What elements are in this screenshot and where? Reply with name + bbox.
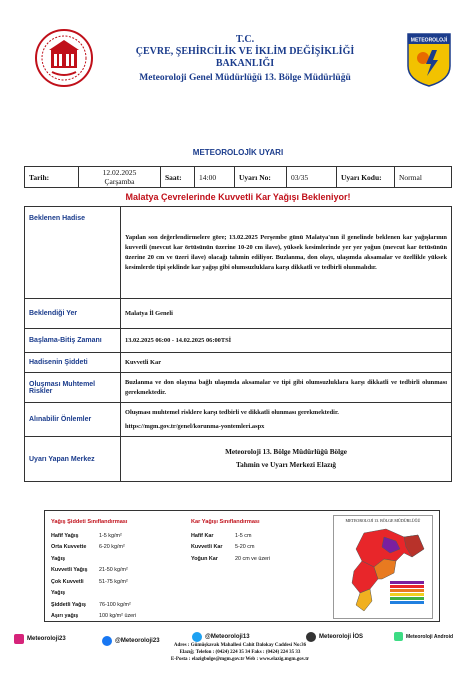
issuer-cell [121,437,451,481]
contact-address [150,642,330,663]
warning-title: METEOROLOJİK UYARI [192,148,284,157]
row-risks [25,373,451,403]
instagram-link[interactable] [14,634,66,644]
measures-label: Alınabilir Önlemler [25,403,121,436]
date-label-cell [25,167,79,187]
expected-event-text: Yapılan son değerlendirmelere göre; 13.02.2025 Perşembe günü Malatya'nın il genelinde beklenen kar yağışlarının kuvvetli (mevcut kar örtüsünün üzerine 10-20 cm ilave), yüksek kesimlerinde yer yer yoğun (mevcut kar örtüsünün üzerine 20 cm ve üzeri ilave) olacağı tahmin ediliyor. Buzlanma, don olayı, ulaşımda aksamalar ve özellikle yüksek kesimlerde tipi şeklinde kar yağışı gibi olumsuzluklara karşı dikkatli ve tedbirli olunmalıdır. [125,233,447,271]
legend-item [191,554,299,566]
header-line-tc: T.C. [235,34,255,45]
legend-key: Çok Kuvvetli Yağış [51,578,84,596]
time-range-text: 13.02.2025 06:00 - 14.02.2025 06:00TSİ [125,336,232,344]
warning-code-value: Normal [399,172,422,182]
legend-item [51,600,179,612]
ministry-emblem-icon [34,28,94,88]
legend-key: Kuvvetli Yağış [51,567,88,573]
svg-text:METEOROLOJİ: METEOROLOJİ [410,37,448,44]
twitter-link[interactable] [192,632,250,642]
email-line[interactable]: E-Posta : elazigbolge@mgm.gov.tr Web : www.elazig.mgm.gov.tr [170,657,310,662]
legend-key: Hafif Kar [191,532,214,539]
legend-item [51,577,179,600]
classification-box [44,510,440,622]
legend-item [191,531,299,543]
row-expected-event [25,207,451,299]
legend-key: Yoğun Kar [191,555,218,562]
row-severity [25,353,451,373]
android-label: Meteoroloji Android [406,633,454,640]
issuer-line-1: Meteoroloji 13. Bölge Müdürlüğü Bölge [225,448,347,456]
legend-key: Hafif Yağış [51,532,79,539]
expected-place-text: Malatya İl Geneli [125,309,173,317]
apple-icon [306,632,316,642]
time-label: Saat: [165,172,182,182]
expected-place-label: Beklendiği Yer [25,299,121,328]
legend-item [51,565,179,577]
measures-link[interactable]: https://mgm.gov.tr/genel/korunma-yontemleri.aspx [125,422,265,430]
facebook-icon [102,636,112,646]
region-map-icon [334,523,432,617]
map-title: METEOROLOJİ 13. BÖLGE MÜDÜRLÜĞÜ [345,518,421,523]
address-line: Adres : Gümüşkavak Mahallesi Cahit Dalokay Caddesi No:36 [173,643,307,648]
warning-detail-table [24,206,452,482]
warning-info-row [24,166,452,188]
warning-no-value: 03/35 [291,172,309,182]
snow-legend-title: Kar Yağışı Sınıflandırması [191,519,260,525]
legend-key: Kuvvetli Kar [191,544,223,550]
time-range-label: Başlama-Bitiş Zamanı [25,329,121,352]
code-label-cell [337,167,395,187]
day-value: Çarşamba [104,177,135,186]
time-value: 14:00 [199,172,217,182]
ios-link[interactable] [306,632,363,642]
header-title-block [100,34,390,85]
android-link[interactable] [394,632,453,641]
time-value-cell [195,167,235,187]
severity-text: Kuvvetli Kar [125,358,162,366]
legend-key: Orta Kuvvette Yağış [51,544,87,562]
twitter-icon [192,632,202,642]
expected-event-label: Beklenen Hadise [25,207,121,298]
footer [0,628,476,680]
row-expected-place [25,299,451,329]
severity-label: Hadisenin Şiddeti [25,353,121,372]
legend-value: 20 cm ve üzeri [235,555,271,562]
issuer-label: Uyarı Yapan Merkez [25,437,121,481]
date-value-cell [79,167,161,187]
legend-item [51,531,179,543]
legend-key: Şiddetli Yağış [51,601,86,608]
facebook-handle: @Meteoroloji23 [115,638,160,644]
legend-value: 76-100 kg/m² [99,601,131,608]
rain-legend [45,511,185,621]
issuer-line-2: Tahmin ve Uyarı Merkezi Elazığ [236,461,336,469]
ios-label: Meteoroloji İOS [319,634,364,640]
warning-headline: Malatya Çevrelerinde Kuvvetli Kar Yağışı Bekleniyor! [125,192,351,202]
legend-key: Aşırı yağış [51,613,79,619]
warning-code-label: Uyarı Kodu: [341,172,382,182]
measures-text: Oluşması muhtemel risklere karşı tedbirli ve dikkatli olunması gerekmektedir. [125,408,339,416]
no-label-cell [235,167,287,187]
legend-value: 6-20 kg/m² [99,544,125,550]
rain-legend-title: Yağış Şiddeti Sınıflandırması [51,519,128,525]
letterhead [0,0,476,128]
measures-cell [121,403,451,436]
twitter-handle: @Meteoroloji13 [205,634,250,640]
region-map [333,515,433,619]
snow-legend [185,511,305,621]
legend-item [51,542,179,565]
row-measures [25,403,451,437]
code-value-cell [395,167,451,187]
date-label: Tarih: [29,172,50,182]
row-issuer [25,437,451,481]
header-line-bakanlik: BAKANLIĞI [215,58,275,69]
instagram-icon [14,634,24,644]
legend-item [191,542,299,554]
legend-value: 100 kg/m² üzeri [99,613,137,619]
instagram-handle: Meteoroloji23 [27,636,66,642]
legend-value: 1-5 cm [235,532,252,539]
no-value-cell [287,167,337,187]
warning-no-label: Uyarı No: [239,172,271,182]
phone-line: Elazığ; Telefon : (0424) 224 35 34 Faks : (0424) 224 35 33 [179,650,301,655]
row-time-range [25,329,451,353]
google-play-icon [394,632,403,641]
header-line-directorate: Meteoroloji Genel Müdürlüğü 13. Bölge Müdürlüğü [139,73,351,83]
legend-value: 5-20 cm [235,544,255,550]
legend-value: 51-75 kg/m² [99,578,128,585]
legend-item [51,611,179,623]
risks-text: Buzlanma ve don olayına bağlı ulaşımda aksamalar ve tipi gibi olumsuzluklara karşı dikkatli ve tedbirli olunması gerekmektedir. [125,378,447,396]
legend-value: 21-50 kg/m² [99,567,128,573]
legend-value: 1-5 kg/m² [99,532,122,539]
time-label-cell [161,167,195,187]
meteoroloji-logo-icon [406,32,452,88]
date-value: 12.02.2025 [102,168,137,177]
header-line-ministry: ÇEVRE, ŞEHİRCİLİK VE İKLİM DEĞİŞİKLİĞİ [135,46,355,57]
risks-label: Oluşması Muhtemel Riskler [25,373,121,402]
